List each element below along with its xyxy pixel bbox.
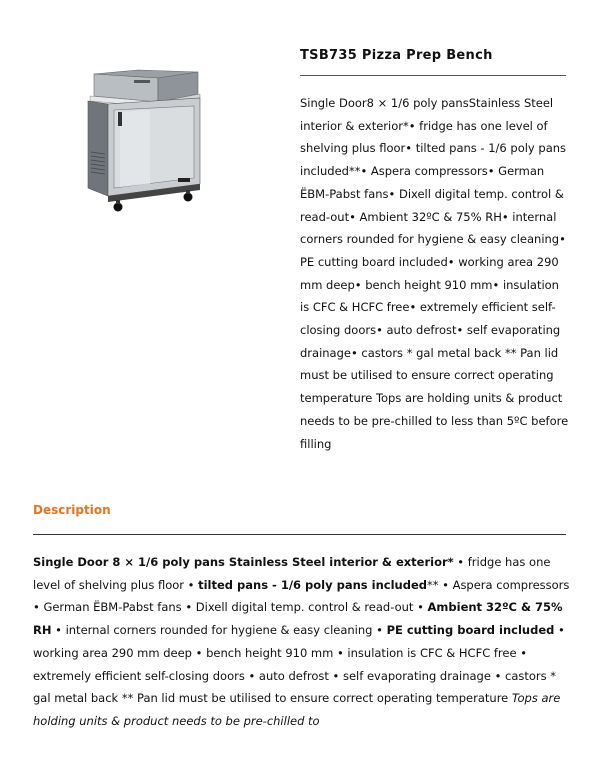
description-divider — [33, 534, 566, 535]
desc-segment: • fridge has one level of shelving plus floor • — [33, 555, 551, 592]
desc-segment: PE cutting board included — [386, 623, 555, 638]
description-heading: Description — [33, 503, 111, 517]
title-divider — [300, 75, 566, 76]
desc-segment: ** • Aspera compressors • German ËBM-Pabst fans • Dixell digital temp. control & read-out • — [33, 577, 570, 615]
desc-segment: Ambient 32ºC & 75% RH — [33, 600, 563, 638]
desc-segment: • working area 290 mm deep • bench height 910 mm • insulation is CFC & HCFC free • extremely efficient self-closing doors • auto defrost • self evaporating drainage • castors * gal metal back ** Pan lid must be utilised to ensure correct operating temperature — [33, 623, 565, 706]
product-image — [80, 66, 210, 216]
short-description: Single Door8 × 1/6 poly pansStainless Steel interior & exterior*• fridge has one level of shelving plus floor• tilted pans - 1/6 poly pans included**• Aspera compressors• German ËBM-Pabst fans• Dixell digital temp. control & read-out• Ambient 32ºC & 75% RH• internal corners rounded for hygiene & easy cleaning• PE cutting board included• working area 290 mm deep• bench height 910 mm• insulation is CFC & HCFC free• extremely efficient self-closing doors• auto defrost• self evaporating drainage• castors * gal metal back ** Pan lid must be utilised to ensure correct operating temperature Tops are holding units & product needs to be pre-chilled to less than 5ºC before filling — [300, 96, 569, 451]
product-title: TSB735 Pizza Prep Bench — [300, 48, 493, 63]
desc-segment: • internal corners rounded for hygiene & easy cleaning • — [51, 623, 387, 638]
desc-segment: tilted pans - 1/6 poly pans included — [198, 577, 427, 592]
long-description — [33, 551, 573, 733]
desc-segment: Tops are holding units & product needs to be pre-chilled to — [33, 691, 561, 728]
desc-segment: Single Door 8 × 1/6 poly pans Stainless Steel interior & exterior* — [33, 555, 454, 569]
